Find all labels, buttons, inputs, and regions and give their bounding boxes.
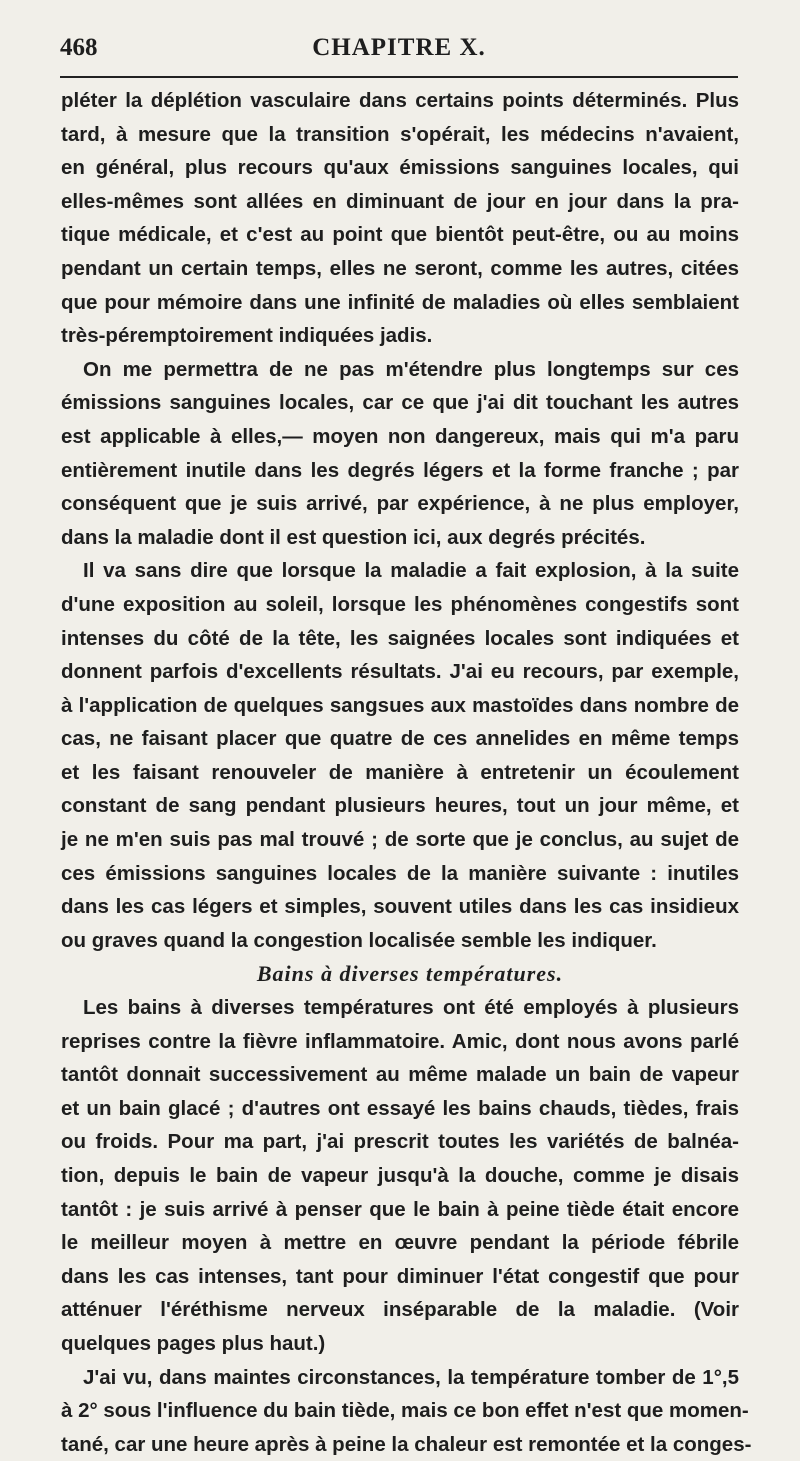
text-line: ou froids. Pour ma part, j'ai prescrit toutes les variétés de balnéa- (61, 1130, 739, 1154)
chapter-title: CHAPITRE X. (312, 34, 486, 61)
text-line: dans la maladie dont il est question ici, aux degrés précités. (61, 525, 646, 549)
text-line: entièrement inutile dans les degrés légers et la forme franche ; par (61, 458, 739, 482)
text-line: en général, plus recours qu'aux émissions sanguines locales, qui (61, 156, 739, 180)
text-line: reprises contre la fièvre inflammatoire. Amic, dont nous avons parlé (61, 1029, 739, 1053)
text-line: conséquent que je suis arrivé, par expérience, à ne plus employer, (61, 492, 739, 516)
text-line: tion, depuis le bain de vapeur jusqu'à la douche, comme je disais (61, 1164, 739, 1187)
text-line: à l'application de quelques sangsues aux mastoïdes dans nombre de (61, 693, 739, 717)
text-line: est applicable à elles,— moyen non dangereux, mais qui m'a paru (61, 424, 739, 448)
page-number: 468 (60, 34, 98, 61)
running-header (60, 28, 738, 68)
text-line: quelques pages plus haut.) (61, 1331, 326, 1355)
section-heading: Bains à diverses températures. (256, 961, 564, 987)
text-line: On me permettra de ne pas m'étendre plus longtemps sur ces (83, 357, 739, 381)
text-line: Les bains à diverses températures ont été employés à plusieurs (83, 996, 739, 1020)
text-line: ou graves quand la congestion localisée semble les indiquer. (61, 928, 657, 952)
body-text (61, 84, 752, 1461)
text-line: tantôt donnait successivement au même malade un bain de vapeur (61, 1063, 739, 1087)
text-line: tique médicale, et c'est au point que bientôt peut-être, ou au moins (61, 223, 739, 247)
text-line: constant de sang pendant plusieurs heures, tout un jour même, et (61, 794, 739, 818)
text-line: émissions sanguines locales, car ce que j'ai dit touchant les autres (61, 391, 739, 415)
text-line: pléter la déplétion vasculaire dans certains points déterminés. Plus (61, 89, 739, 112)
text-line: à 2° sous l'influence du bain tiède, mais ce bon effet n'est que momen- (61, 1399, 749, 1423)
text-line: que pour mémoire dans une infinité de maladies où elles semblaient (61, 290, 739, 314)
text-line: donnent parfois d'excellents résultats. J'ai eu recours, par exemple, (61, 660, 739, 684)
text-line: tard, à mesure que la transition s'opérait, les médecins n'avaient, (61, 122, 739, 146)
text-line: tantôt : je suis arrivé à penser que le bain à peine tiède était encore (61, 1197, 739, 1221)
text-line: et les faisant renouveler de manière à entretenir un écoulement (61, 760, 739, 784)
text-line: cas, ne faisant placer que quatre de ces annelides en même temps (61, 727, 739, 751)
text-line: pendant un certain temps, elles ne seront, comme les autres, citées (61, 256, 739, 280)
text-line: ces émissions sanguines locales de la manière suivante : inutiles (61, 861, 739, 885)
text-line: très-péremptoirement indiquées jadis. (61, 324, 433, 348)
text-line: dans les cas légers et simples, souvent utiles dans les cas insidieux (61, 895, 739, 919)
text-line: elles-mêmes sont allées en diminuant de jour en jour dans la pra- (61, 189, 739, 213)
text-line: tané, car une heure après à peine la chaleur est remontée et la conges- (61, 1432, 752, 1456)
text-line: d'une exposition au soleil, lorsque les phénomènes congestifs sont (61, 592, 739, 616)
text-line: dans les cas intenses, tant pour diminuer l'état congestif que pour (61, 1264, 739, 1288)
header-rule (60, 76, 738, 78)
text-line: je ne m'en suis pas mal trouvé ; de sorte que je conclus, au sujet de (61, 828, 739, 852)
text-line: atténuer l'éréthisme nerveux inséparable de la maladie. (Voir (61, 1298, 739, 1322)
text-line: intenses du côté de la tête, les saignées locales sont indiquées et (61, 626, 739, 650)
text-line: Il va sans dire que lorsque la maladie a fait explosion, à la suite (83, 559, 739, 583)
text-line: le meilleur moyen à mettre en œuvre pendant la période fébrile (61, 1231, 739, 1255)
text-line: et un bain glacé ; d'autres ont essayé les bains chauds, tièdes, frais (61, 1096, 739, 1120)
text-line: J'ai vu, dans maintes circonstances, la température tomber de 1°,5 (83, 1365, 739, 1389)
